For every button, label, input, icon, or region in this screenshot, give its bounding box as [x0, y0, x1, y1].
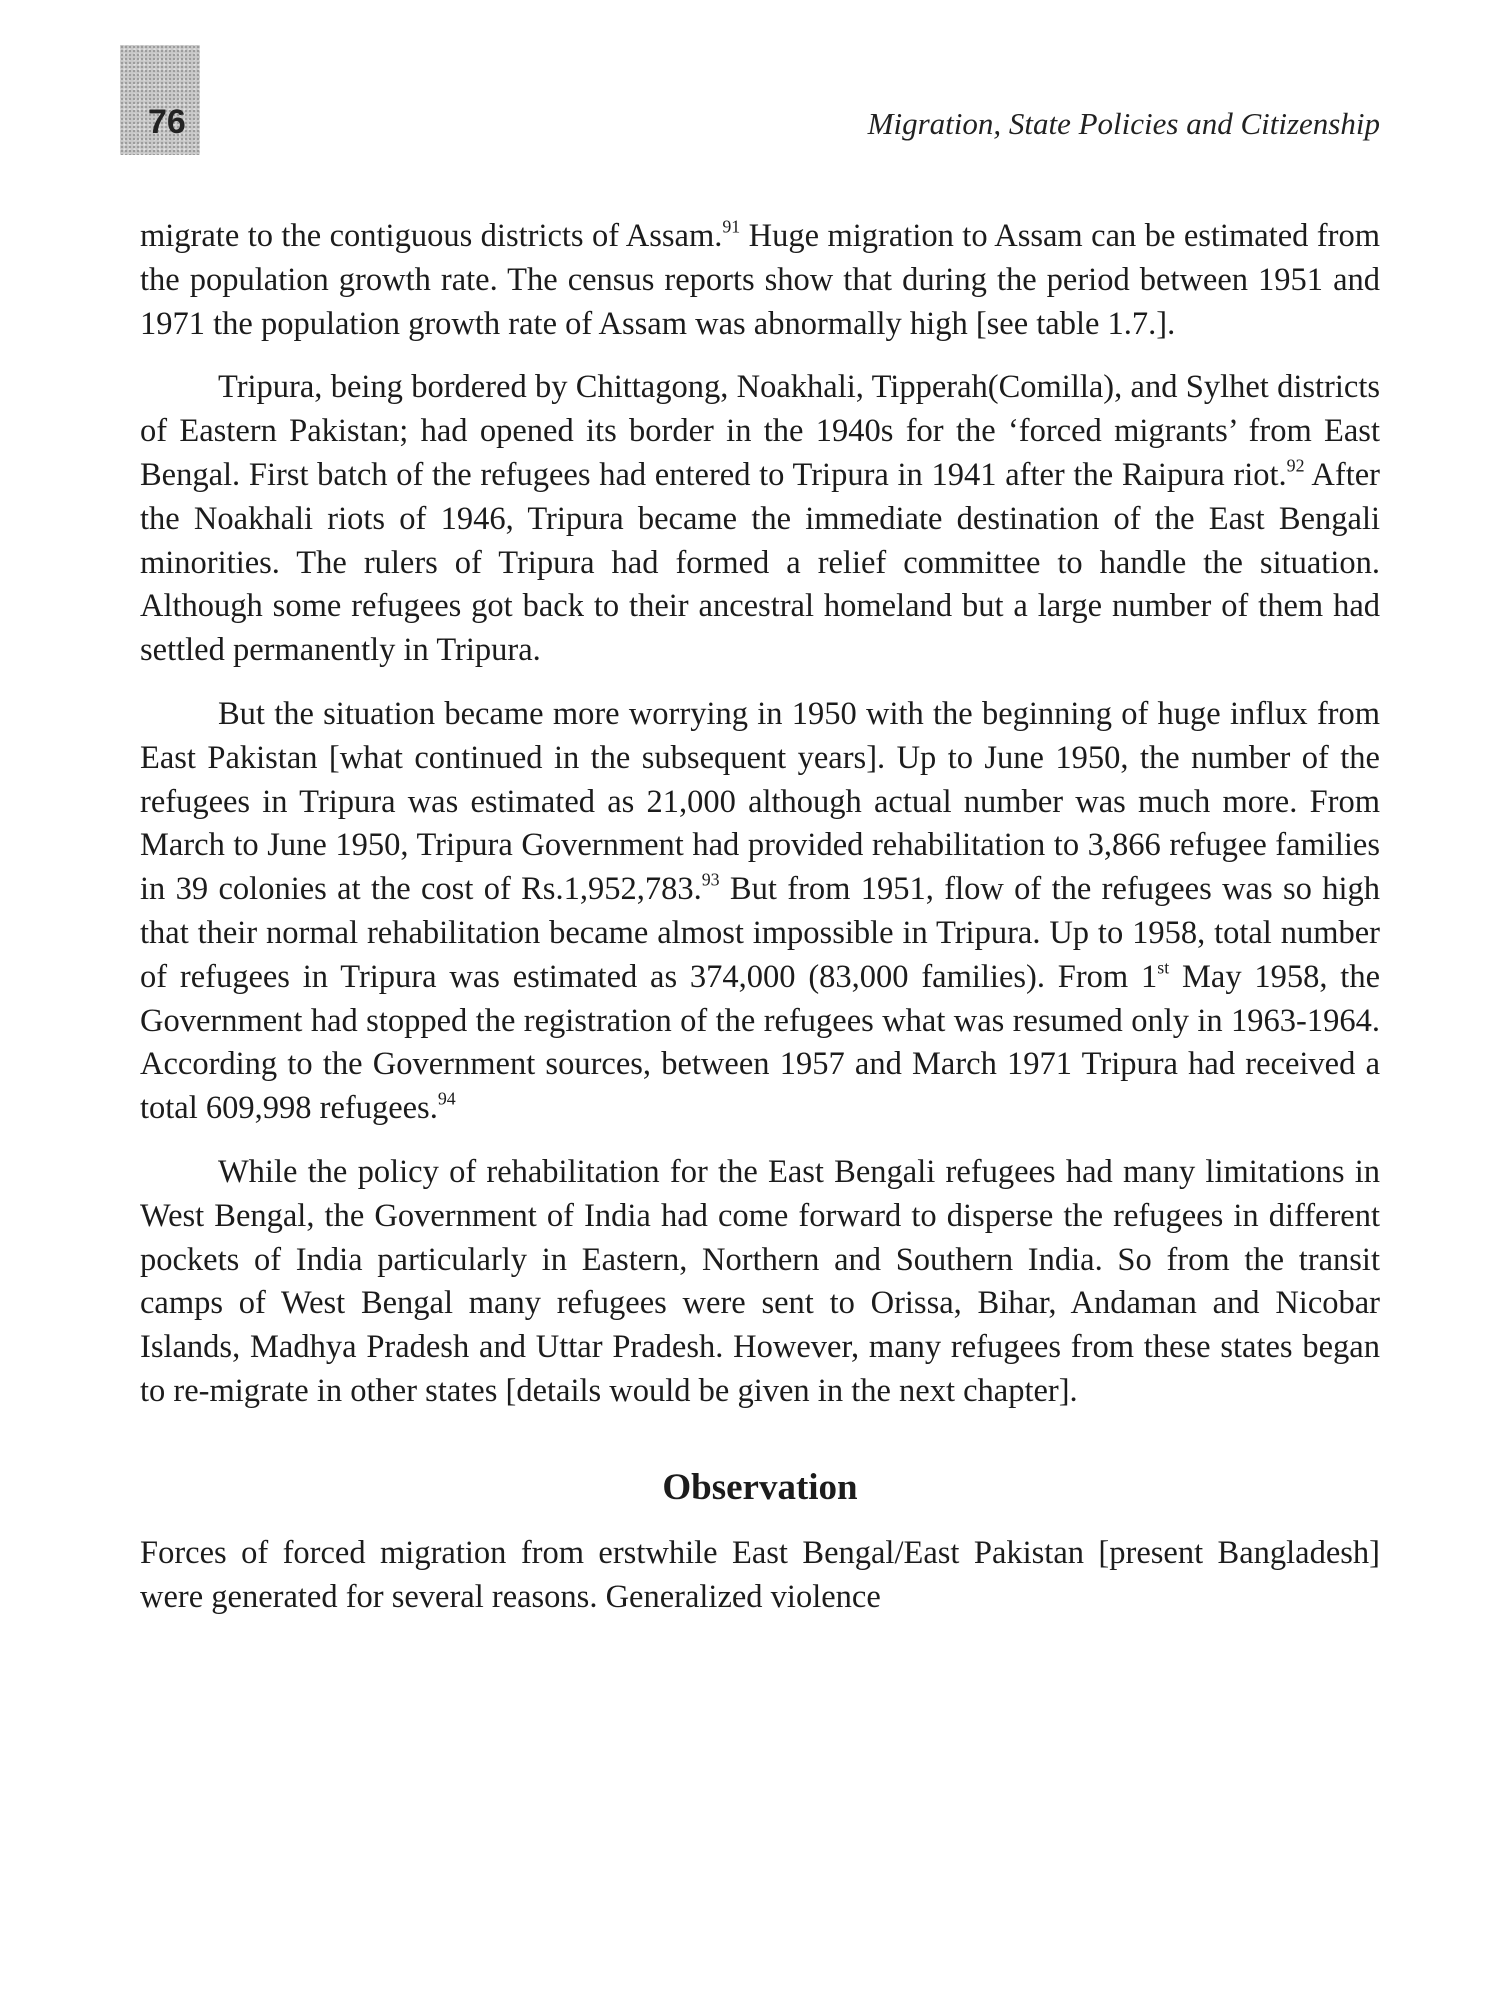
footnote-ref-92: 92 — [1286, 455, 1305, 476]
text-run: May 1958, the Government had stopped the registration of the refugees what was resumed only in 1963-1964. According to the Government sources, between 1957 and March 1971 Tripura had received a total 609,998 refugees. — [140, 958, 1380, 1127]
section-paragraph: Forces of forced migration from erstwhile East Bengal/East Pakistan [present Bangladesh] were generated for several reasons. Generalized violence — [140, 1535, 1380, 1615]
paragraph-1 — [140, 215, 1380, 346]
running-header-title: Migration, State Policies and Citizenship — [867, 106, 1380, 141]
footnote-ref-93: 93 — [701, 869, 720, 890]
text-run: Tripura, being bordered by Chittagong, Noakhali, Tipperah(Comilla), and Sylhet districts of Eastern Pakistan; had opened its border in the 1940s for the ‘forced migrants’ from East Bengal. First batch of the refugees had entered to Tripura in 1941 after the Raipura riot. — [140, 369, 1380, 493]
text-run: Huge migration to Assam can be estimated from the population growth rate. The census reports show that during the period between 1951 and 1971 the population growth rate of Assam was abnormally high [see table 1.7.]. — [140, 218, 1380, 342]
text-run: While the policy of rehabilitation for the East Bengali refugees had many limitations in West Bengal, the Government of India had come forward to disperse the refugees in different pockets of India particularly in Eastern, Northern and Southern India. So from the transit camps of West Bengal many refugees were sent to Orissa, Bihar, Andaman and Nicobar Islands, Madhya Pradesh and Uttar Pradesh. However, many refugees from these states began to re-migrate in other states [details would be given in the next chapter]. — [140, 1153, 1380, 1409]
ordinal-suffix: st — [1157, 957, 1170, 978]
text-run: But from 1951, flow of the refugees was so high that their normal rehabilitation became almost impossible in Tripura. Up to 1958, total number of refugees in Tripura was estimated as 374,000 (83,000 families). From 1 — [140, 871, 1380, 995]
footnote-ref-91: 91 — [722, 216, 741, 237]
section-heading: Observation — [662, 1466, 858, 1508]
text-run: migrate to the contiguous districts of Assam. — [140, 218, 723, 254]
paragraph-4 — [140, 1151, 1380, 1414]
paragraph-2 — [140, 366, 1380, 673]
footnote-ref-94: 94 — [437, 1088, 456, 1109]
page-number: 76 — [148, 103, 186, 141]
text-run: But the situation became more worrying in 1950 with the beginning of huge influx from East Pakistan [what continued in the subsequent years]. Up to June 1950, the number of the refugees in Tripura was estimated as 21,000 although actual number was much more. From March to June 1950, Tripura Government had provided rehabilitation to 3,866 refugee families in 39 colonies at the cost of Rs.1,952,783. — [140, 695, 1380, 908]
paragraph-3 — [140, 693, 1380, 1131]
text-run: After the Noakhali riots of 1946, Tripura became the immediate destination of the East Bengali minorities. The rulers of Tripura had formed a relief committee to handle the situation. Although some refugees got back to their ancestral homeland but a large number of them had settled permanently in Tripura. — [140, 456, 1381, 669]
body-text — [140, 215, 1380, 1640]
